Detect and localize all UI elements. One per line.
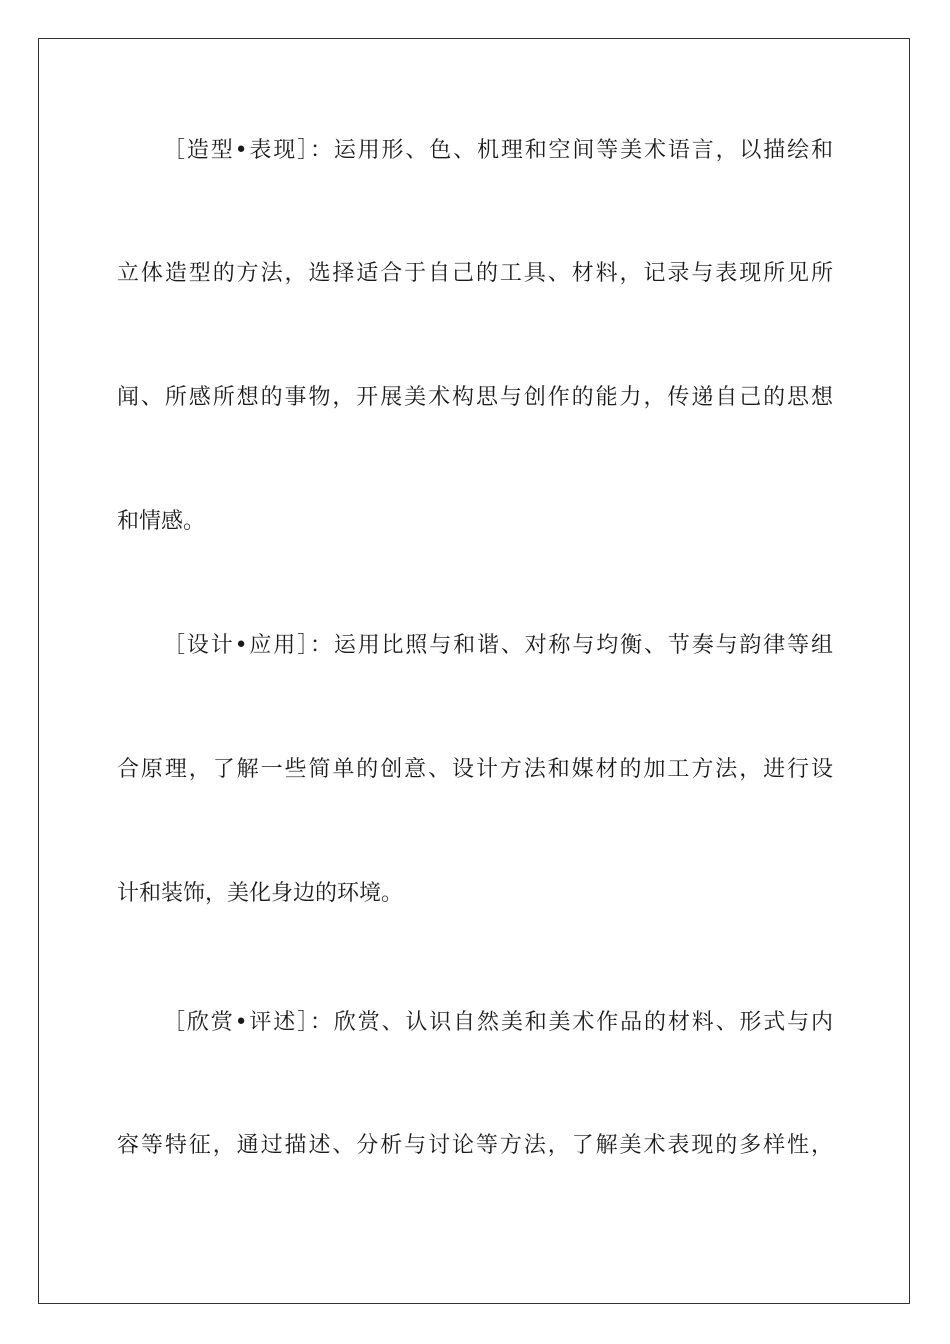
paragraph-1-line-1: ［造型•表现］：运用形、色、机理和空间等美术语言，以描绘和 [163,138,833,163]
paragraph-3-line-2: 容等特征，通过描述、分析与讨论等方法，了解美术表现的多样性， [117,1133,833,1158]
paragraph-2-line-2: 合原理，了解一些简单的创意、设计方法和媒材的加工方法，进行设 [117,757,833,782]
paragraph-1-line-2: 立体造型的方法，选择适合于自己的工具、材料，记录与表现所见所 [117,261,833,286]
page-border [38,38,910,1304]
paragraph-3-line-1: ［欣赏•评述］：欣赏、认识自然美和美术作品的材料、形式与内 [163,1010,833,1035]
paragraph-2-line-1: ［设计•应用］：运用比照与和谐、对称与均衡、节奏与韵律等组 [163,633,833,658]
paragraph-1-line-3: 闻、所感所想的事物，开展美术构思与创作的能力，传递自己的思想 [117,385,833,410]
paragraph-1-line-4: 和情感。 [117,509,206,534]
paragraph-2-line-3: 计和装饰，美化身边的环境。 [117,881,404,906]
